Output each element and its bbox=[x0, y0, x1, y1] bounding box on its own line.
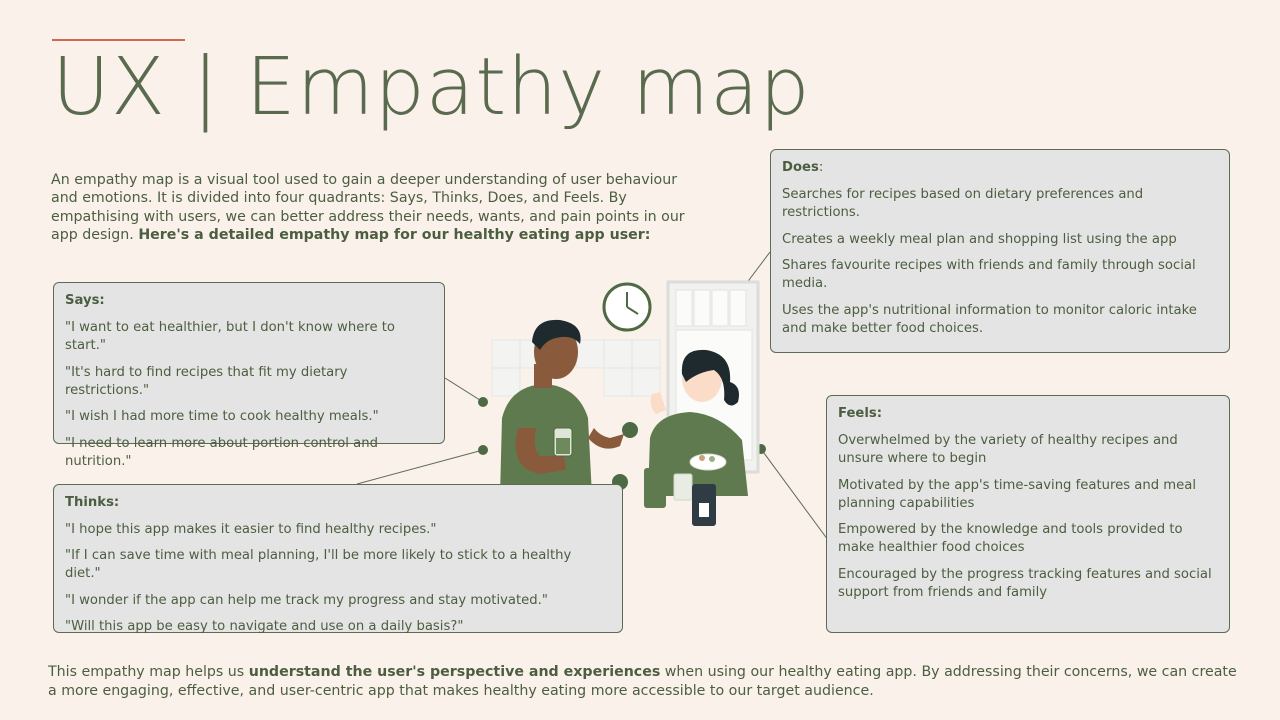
does-item: Creates a weekly meal plan and shopping list using the app bbox=[782, 231, 1177, 247]
feels-item: Overwhelmed by the variety of healthy recipes and unsure where to begin bbox=[838, 433, 1178, 466]
does-item: Uses the app's nutritional information to monitor caloric intake and make better food choices. bbox=[782, 302, 1197, 336]
feels-heading: Feels: bbox=[838, 406, 883, 421]
says-connector bbox=[445, 378, 483, 402]
page-title: UX | Empathy map bbox=[52, 41, 811, 133]
thinks-item: "I wonder if the app can help me track my progress and stay motivated." bbox=[65, 592, 548, 608]
feels-item: Empowered by the knowledge and tools provided to make healthier food choices bbox=[838, 522, 1183, 555]
does-item: Searches for recipes based on dietary preferences and restrictions. bbox=[782, 187, 1144, 220]
feels-box bbox=[826, 395, 1230, 633]
does-heading-colon: : bbox=[818, 160, 824, 175]
intro-bold-text: Here's a detailed empathy map for our healthy eating app user: bbox=[138, 227, 651, 244]
thinks-box bbox=[53, 484, 623, 633]
footer-paragraph bbox=[48, 663, 1238, 700]
feels-item: Motivated by the app's time-saving features and meal planning capabilities bbox=[838, 477, 1197, 511]
footer-pre: This empathy map helps us bbox=[48, 664, 249, 680]
glass-icon bbox=[674, 474, 692, 500]
says-item: "I need to learn more about portion control and nutrition." bbox=[65, 435, 378, 469]
bottle-icon bbox=[644, 468, 666, 508]
says-item: "I want to eat healthier, but I don't know where to start." bbox=[65, 320, 395, 353]
thinks-item: "Will this app be easy to navigate and use on a daily basis?" bbox=[65, 618, 464, 634]
feels-connector bbox=[761, 449, 828, 540]
says-box bbox=[53, 282, 445, 469]
does-item: Shares favourite recipes with friends and family through social media. bbox=[782, 258, 1196, 291]
does-box bbox=[770, 149, 1230, 353]
intro-text: An empathy map is a visual tool used to gain a deeper understanding of user behaviour and emotions. It is divided into four quadrants: Says, Thinks, Does, and Feels. By empathising with users, we can better address their needs, wants, and pain points in our app design. bbox=[51, 172, 685, 244]
thinks-heading: Thinks: bbox=[65, 495, 120, 510]
feels-item: Encouraged by the progress tracking features and social support from friends and family bbox=[838, 566, 1212, 600]
footer-bold: understand the user's perspective and experiences bbox=[248, 664, 661, 680]
thinks-item: "If I can save time with meal planning, I'll be more likely to stick to a healthy diet." bbox=[65, 548, 572, 582]
does-heading-wrap bbox=[782, 159, 1218, 177]
says-item: "I wish I had more time to cook healthy meals." bbox=[65, 409, 379, 424]
thinks-item: "I hope this app makes it easier to find healthy recipes." bbox=[65, 522, 437, 537]
does-heading: Does bbox=[782, 160, 819, 175]
says-heading: Says: bbox=[65, 293, 105, 308]
jar-label bbox=[699, 503, 709, 517]
clock-icon bbox=[604, 284, 650, 330]
footer-post: when using our healthy eating app. By addressing their concerns, we can create a more engaging, effective, and user-centric app that makes healthy eating more accessible to our target audience. bbox=[48, 664, 1237, 699]
says-item: "It's hard to find recipes that fit my dietary restrictions." bbox=[65, 364, 348, 398]
